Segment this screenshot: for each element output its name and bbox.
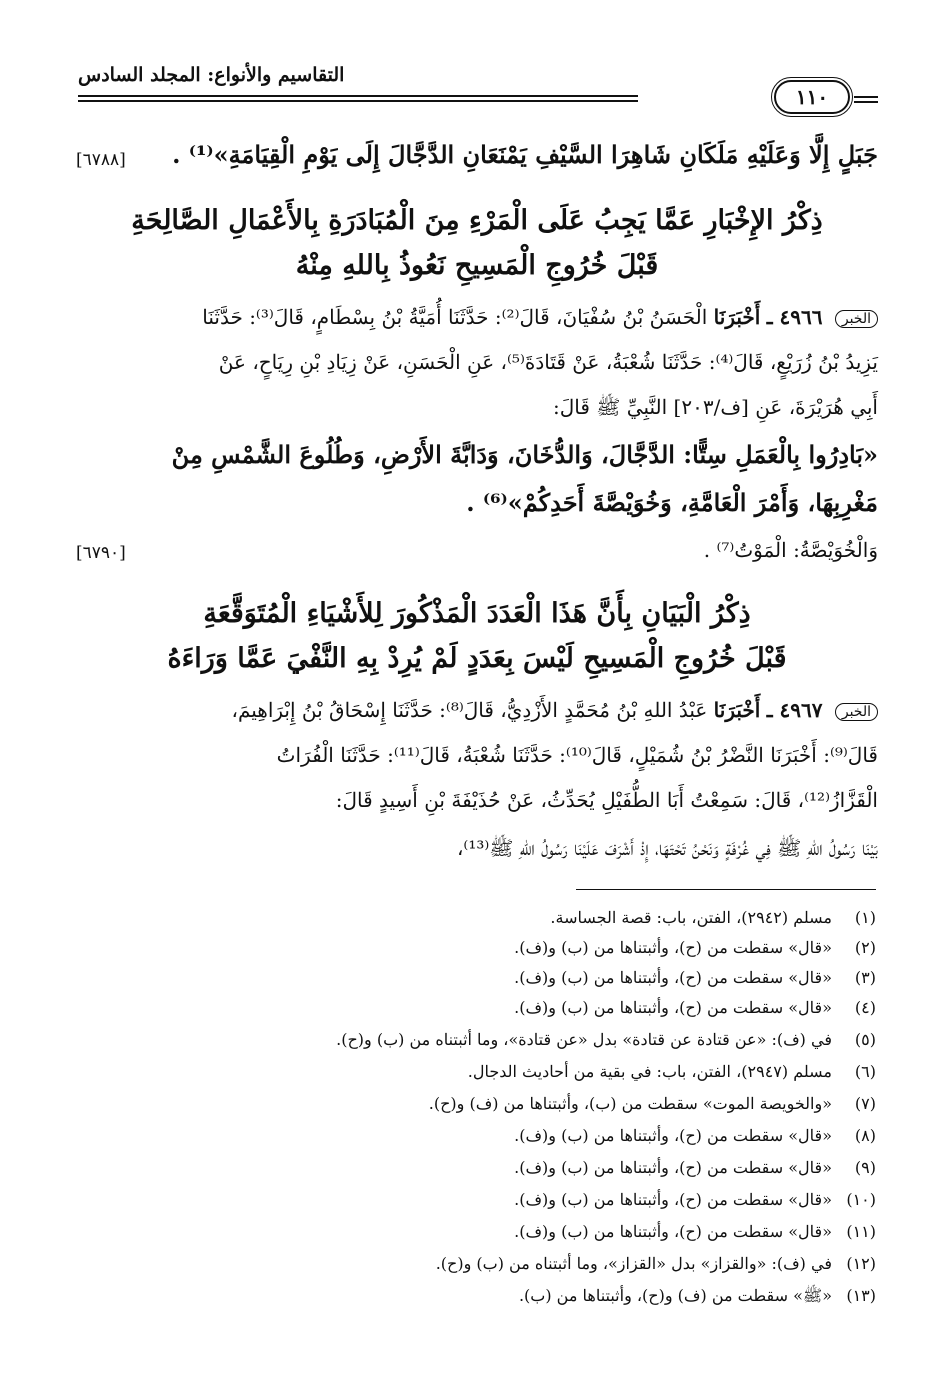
footnote: (٧)«والخويصة الموت» سقطت من (ب)، وأثبتناها من (ف) و(ح). [428, 1094, 876, 1113]
hadith-number: ٤٩٦٦ ـ [766, 305, 823, 329]
chapter-heading: ذِكْرُ الْبَيَانِ بِأَنَّ هَذَا الْعَدَدَ الْمَذْكُورَ لِلأَشْيَاءِ الْمُتَوَقَّعَةِ [203, 598, 751, 629]
header-rule [854, 96, 878, 98]
footnote: (٤)«قال» سقطت من (ح)، وأثبتناها من (ب) و(ف). [514, 998, 876, 1017]
akhbarana: أَخْبَرَنَا [713, 698, 761, 722]
header-rule [854, 101, 878, 103]
isnad-line: أَبِي هُرَيْرَةَ، عَنِ [ف/٢٠٣] النَّبِيِّ ﷺ قَالَ: [552, 395, 878, 419]
footnote: (٥)في (ف): «عن قتادة عن قتادة» بدل «عن قتادة»، وما أثبتناه من (ب) و(ح). [336, 1030, 876, 1049]
gloss-line: وَالْخُوَيْصَّةُ: الْمَوْتُ⁽⁷⁾ . [703, 538, 878, 562]
header-rule [78, 100, 638, 102]
matn-line: مَغْرِبِهَا، وَأَمْرَ الْعَامَّةِ، وَخُوَيْصَّةَ أَحَدِكُمْ»⁽⁶⁾ . [466, 488, 878, 517]
footnote: (١٣)«ﷺ» سقطت من (ف) و(ح)، وأثبتناها من (ب). [518, 1286, 876, 1305]
isnad-text: عَبْدُ اللهِ بْنُ مُحَمَّدٍ الأَزْدِيُّ، قَالَ⁽⁸⁾: حَدَّثَنَا إِسْحَاقُ بْنُ إِبْرَاهِيمَ، [231, 698, 708, 722]
isnad-line [76, 305, 878, 329]
footnote: (٩)«قال» سقطت من (ح)، وأثبتناها من (ب) و(ف). [514, 1158, 876, 1177]
page-header [78, 58, 878, 118]
chapter-heading: قَبْلَ خُرُوجِ الْمَسِيحِ لَيْسَ بِعَدَدٍ لَمْ يُرِدْ بِهِ النَّفْيَ عَمَّا وَرَاءَهُ [167, 643, 787, 674]
footnote: (١٢)في (ف): «والقزاز» بدل «القزاز»، وما أثبتناه من (ب) و(ح). [435, 1254, 876, 1273]
footnote: (١٠)«قال» سقطت من (ح)، وأثبتناها من (ب) و(ف). [514, 1190, 876, 1209]
chapter-heading: ذِكْرُ الإِخْبَارِ عَمَّا يَجِبُ عَلَى الْمَرْءِ مِنَ الْمُبَادَرَةِ بِالأَعْمَالِ الصَّالِحَةِ [131, 205, 823, 236]
footnote: (٨)«قال» سقطت من (ح)، وأثبتناها من (ب) و(ف). [514, 1126, 876, 1145]
akhbarana: أَخْبَرَنَا [713, 305, 761, 329]
isnad-line: قَالَ⁽⁹⁾: أَخْبَرَنَا النَّضْرُ بْنُ شُمَيْلٍ، قَالَ⁽¹⁰⁾: حَدَّثَنَا شُعْبَةُ، قَالَ⁽¹¹⁾: حَدَّثَنَا الْفُرَاتُ [276, 743, 878, 767]
footnote-rule [576, 889, 876, 890]
text-line: جَبَلٍ إِلَّا وَعَلَيْهِ مَلَكَانِ شَاهِرَا السَّيْفِ يَمْنَعَانِ الدَّجَّالَ إِلَى يَوْمِ الْقِيَامَةِ»⁽¹⁾ . [172, 140, 878, 169]
isnad-line: الْقَزَّازُ⁽¹²⁾، قَالَ: سَمِعْتُ أَبَا الطُّفَيْلِ يُحَدِّثُ، عَنْ حُذَيْفَةَ بْنِ أَسِيدٍ قَالَ: [335, 788, 878, 812]
hadith-number: ٤٩٦٧ ـ [766, 698, 823, 722]
chapter-heading: قَبْلَ خُرُوجِ الْمَسِيحِ نَعُوذُ بِاللهِ مِنْهُ [295, 250, 659, 281]
matn-line: «بَادِرُوا بِالْعَمَلِ سِتًّا: الدَّجَّالَ، وَالدُّخَانَ، وَدَابَّةَ الأَرْضِ، وَطُلُوعَ الشَّمْسِ مِنْ [171, 440, 878, 469]
hadith-ref: [٦٧٨٨] [76, 150, 126, 170]
isnad-text: الْحَسَنُ بْنُ سُفْيَانَ، قَالَ⁽²⁾: حَدَّثَنَا أُمَيَّةُ بْنُ بِسْطَامٍ، قَالَ⁽³⁾: حَدَّثَنَا [202, 305, 708, 329]
hadith-ref: [٦٧٩٠] [76, 543, 126, 563]
footnote: (١)مسلم (٢٩٤٢)، الفتن، باب: قصة الجساسة. [550, 908, 876, 927]
page-number: ١١٠ [774, 80, 850, 114]
footnote: (٦)مسلم (٢٩٤٧)، الفتن، باب: في بقية من أحاديث الدجال. [467, 1062, 876, 1081]
khabar-badge: الخبر [835, 310, 878, 328]
isnad-line [76, 698, 878, 722]
footnote: (٣)«قال» سقطت من (ح)، وأثبتناها من (ب) و(ف). [514, 968, 876, 987]
header-rule [78, 95, 638, 97]
khabar-badge: الخبر [835, 703, 878, 721]
isnad-line: يَزِيدُ بْنُ زُرَيْعٍ، قَالَ⁽⁴⁾: حَدَّثَنَا شُعْبَةُ، عَنْ قَتَادَةَ⁽⁵⁾، عَنِ الْحَسَنِ، عَنْ زِيَادِ بْنِ رِيَاحٍ، عَنْ [218, 350, 878, 374]
running-title: التقاسيم والأنواع: المجلد السادس [78, 64, 345, 86]
footnote: (١١)«قال» سقطت من (ح)، وأثبتناها من (ب) و(ف). [514, 1222, 876, 1241]
footnote: (٢)«قال» سقطت من (ح)، وأثبتناها من (ب) و(ف). [514, 938, 876, 957]
matn-line: بَيْنَا رَسُولُ اللهِ ﷺ فِي غُرْفَةٍ وَنَحْنُ تَحْتَهَا، إِذْ أَشْرَفَ عَلَيْنَا رَسُولُ اللهِ ﷺ⁽¹³⁾، [456, 836, 878, 860]
